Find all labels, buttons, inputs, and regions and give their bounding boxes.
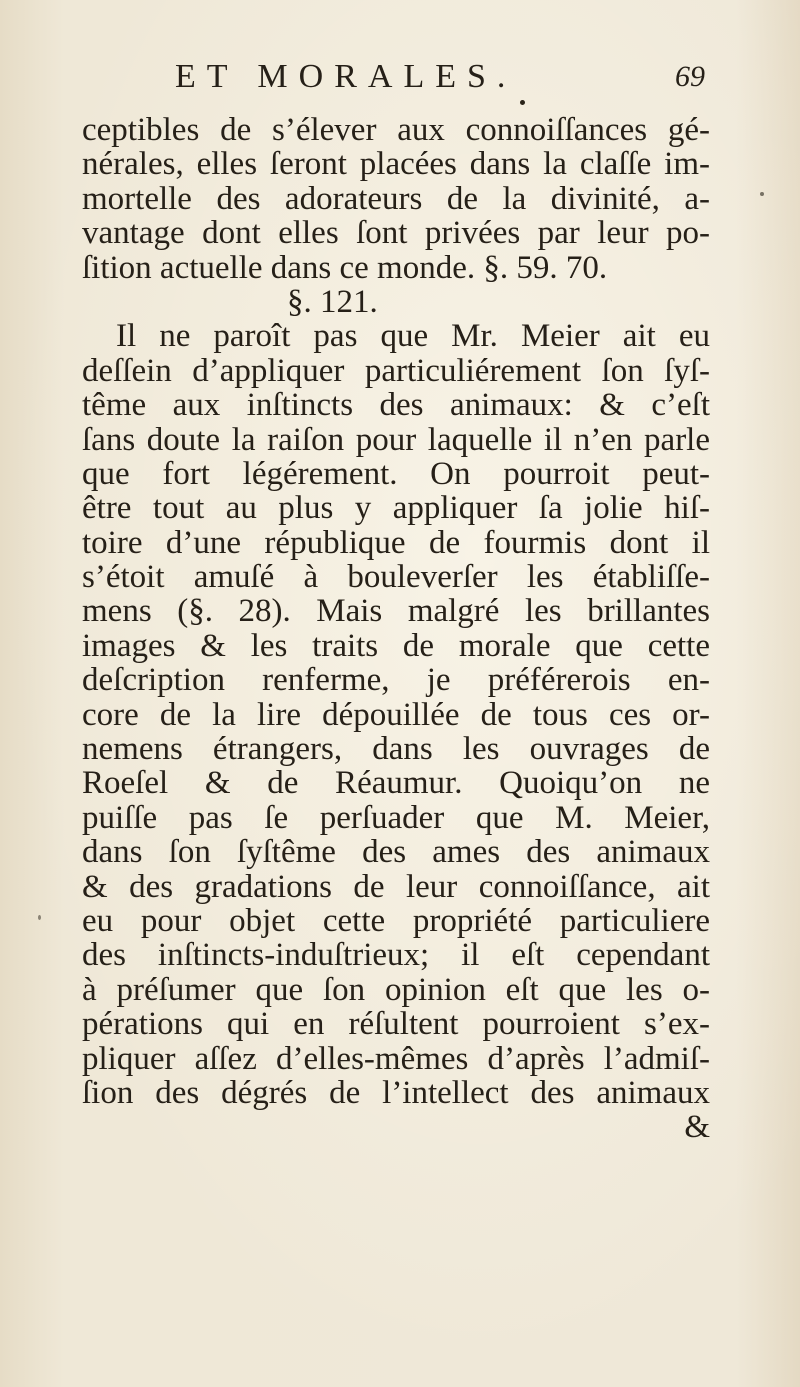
catchword: & [684,1109,710,1146]
text-line: ſition actuelle dans ce monde. §. 59. 70. [82,249,608,286]
text-line: que fort légérement. On pourroit peut- [82,455,710,492]
text-line: mortelle des adorateurs de la divinité, a- [82,180,710,217]
text-line: deſcription renferme, je préférerois en- [82,662,710,699]
text-line: core de la lire dépouillée de tous ces or- [82,696,710,733]
text-line: deſſein d’appliquer particuliérement ſon ſyſ- [82,352,710,389]
text-line: dans ſon ſyſtême des ames des animaux [82,834,710,871]
running-head: ET MORALES. [175,58,517,95]
text-line: être tout au plus y appliquer ſa jolie hiſ- [82,490,710,527]
text-line: pliquer aſſez d’elles-mêmes d’après l’admiſ- [82,1040,710,1077]
text-line: images & les traits de morale que cette [82,627,710,664]
text-line: toire d’une république de fourmis dont il [82,524,710,561]
ink-speck [38,915,41,920]
section-heading: §. 121. [287,283,378,320]
page-header [175,58,705,98]
text-line: nérales, elles ſeront placées dans la claſſe im- [82,146,710,183]
text-line: eu pour objet cette propriété particuliere [82,902,710,939]
text-line: s’étoit amuſé à bouleverſer les établiſſe- [82,559,710,596]
text-line: des inſtincts-induſtrieux; il eſt cependant [82,937,710,974]
text-line: ſion des dégrés de l’intellect des animaux [82,1074,710,1111]
text-line: ceptibles de s’élever aux connoiſſances gé- [82,112,710,148]
text-line: ſans doute la raiſon pour laquelle il n’en parle [82,421,710,458]
text-line: vantage dont elles ſont privées par leur po- [82,215,710,252]
text-block [82,113,710,1145]
ink-speck [520,100,525,105]
text-line: nemens étrangers, dans les ouvrages de [82,731,710,768]
ink-speck [760,192,764,196]
text-line: Roeſel & de Réaumur. Quoiqu’on ne [82,765,710,802]
text-line: mens (§. 28). Mais malgré les brillantes [82,593,710,630]
text-line: à préſumer que ſon opinion eſt que les o- [82,971,710,1008]
text-line: pérations qui en réſultent pourroient s’ex- [82,1006,710,1043]
text-line: & des gradations de leur connoiſſance, ait [82,868,710,905]
text-line: Il ne paroît pas que Mr. Meier ait eu [116,318,710,355]
text-line: tême aux inſtincts des animaux: & c’eſt [82,387,710,424]
page-number: 69 [675,60,705,93]
text-line: puiſſe pas ſe perſuader que M. Meier, [82,799,710,836]
